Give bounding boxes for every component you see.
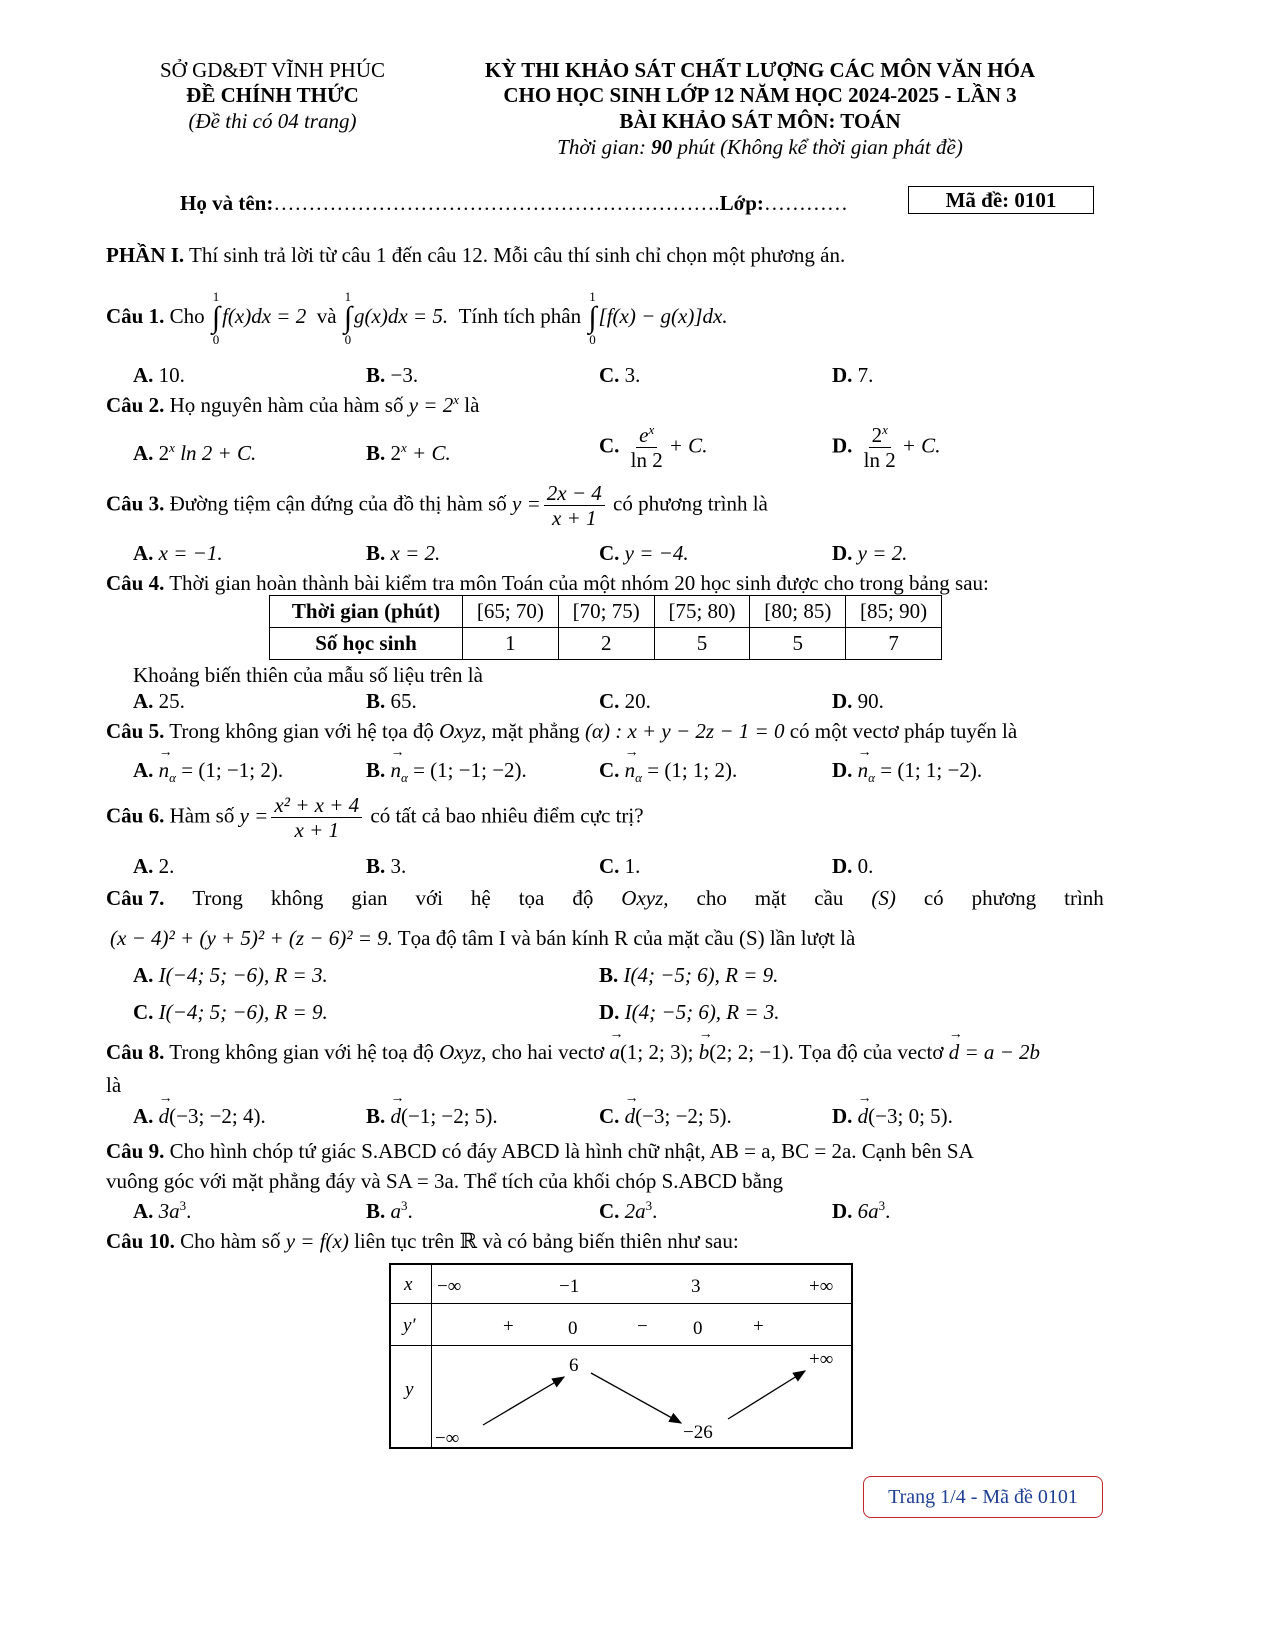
q9-dot: . bbox=[186, 1199, 192, 1223]
q8-text2: , cho hai vectơ bbox=[481, 1040, 610, 1064]
header-left-line2: ĐỀ CHÍNH THỨC bbox=[186, 83, 359, 107]
q2-label: Câu 2. bbox=[106, 393, 165, 417]
option-letter: D. bbox=[832, 1199, 853, 1223]
q2-option-c[interactable] bbox=[599, 423, 707, 472]
q9-sup: 3 bbox=[179, 1198, 187, 1213]
vector-d: → d bbox=[159, 1103, 170, 1129]
q9-option-c[interactable] bbox=[599, 1198, 657, 1224]
time-suffix: phút (Không kể thời gian phát đề) bbox=[672, 135, 963, 159]
option-letter: B. bbox=[599, 963, 619, 987]
question-8 bbox=[106, 1039, 1040, 1065]
option-letter: A. bbox=[133, 1199, 154, 1223]
bbt-yprime-label: y′ bbox=[403, 1315, 416, 1336]
q10-text1: Cho hàm số bbox=[174, 1229, 286, 1253]
q7-word: với bbox=[415, 886, 443, 910]
q2-c-tail: + C. bbox=[668, 433, 708, 458]
q1-ask: Tính tích phân bbox=[458, 303, 582, 328]
q6-option-d[interactable] bbox=[832, 853, 873, 879]
q1-expr1: f(x)dx = 2 bbox=[222, 303, 307, 328]
q8-d-text: (−3; 0; 5). bbox=[868, 1104, 953, 1128]
q6-y: y = bbox=[239, 803, 269, 828]
vector-n: → n bbox=[625, 757, 636, 783]
option-letter: D. bbox=[832, 541, 853, 565]
question-7-line1 bbox=[106, 885, 1104, 911]
q8-b-text: (−1; −2; 5). bbox=[401, 1104, 498, 1128]
table-cell: [70; 75) bbox=[558, 596, 654, 628]
question-3 bbox=[106, 481, 768, 530]
table-cell: 7 bbox=[846, 628, 942, 660]
q3-option-c[interactable] bbox=[599, 540, 689, 566]
q8-text1: Trong không gian với hệ toạ độ bbox=[164, 1040, 440, 1064]
q6-fraction bbox=[271, 793, 362, 842]
q4-text: Thời gian hoàn thành bài kiểm tra môn Toán của một nhóm 20 học sinh được cho trong bảng sau: bbox=[164, 571, 989, 595]
question-9-line1 bbox=[106, 1138, 974, 1164]
bbt-x-label: x bbox=[404, 1274, 413, 1295]
option-letter: D. bbox=[832, 854, 853, 878]
q7-option-d[interactable] bbox=[599, 999, 780, 1025]
q7-word: phương bbox=[971, 886, 1037, 910]
q2-d-tail: + C. bbox=[901, 433, 941, 458]
q3-num: 2x − 4 bbox=[544, 481, 605, 506]
bbt-y-value: +∞ bbox=[809, 1349, 834, 1370]
q7-option-b[interactable] bbox=[599, 962, 778, 988]
integral-3: 1 ∫ 0 bbox=[588, 289, 597, 347]
bbt-y-value: 6 bbox=[569, 1355, 579, 1376]
q3-option-a[interactable] bbox=[133, 540, 223, 566]
q8-option-b[interactable] bbox=[366, 1103, 498, 1129]
arrow-down-icon bbox=[591, 1373, 681, 1423]
q8-label: Câu 8. bbox=[106, 1040, 165, 1064]
bbt-sign: − bbox=[637, 1316, 648, 1337]
vector-d: → d bbox=[949, 1039, 960, 1065]
question-2 bbox=[106, 392, 479, 418]
vector-sub: α bbox=[401, 770, 408, 786]
q6-label: Câu 6. bbox=[106, 803, 165, 828]
q5-text3: có một vectơ pháp tuyến là bbox=[784, 719, 1018, 743]
q7-word: hệ bbox=[470, 886, 491, 910]
option-letter: C. bbox=[599, 433, 620, 458]
q7-word: có bbox=[923, 886, 944, 910]
page-footer: Trang 1/4 - Mã đề 0101 bbox=[863, 1476, 1103, 1518]
q9-dot: . bbox=[652, 1199, 658, 1223]
q2-c-num: e bbox=[639, 423, 649, 447]
table-cell: Thời gian (phút) bbox=[270, 596, 463, 628]
q5-d-text: = (1; 1; −2). bbox=[875, 758, 983, 782]
q8-option-d[interactable] bbox=[832, 1103, 953, 1129]
q8-oxyz: Oxyz bbox=[439, 1040, 482, 1064]
vector-sub: α bbox=[169, 770, 176, 786]
q9-option-b[interactable] bbox=[366, 1198, 413, 1224]
q4-option-b[interactable] bbox=[366, 688, 417, 714]
q3-c-text: y = −4. bbox=[624, 541, 689, 565]
bbt-x-value: 3 bbox=[691, 1276, 701, 1297]
option-letter: D. bbox=[832, 1104, 853, 1128]
integral-2: 1 ∫ 0 bbox=[343, 289, 353, 347]
q2-option-a[interactable] bbox=[133, 440, 256, 466]
bbt-sign: + bbox=[503, 1316, 514, 1337]
table-cell: 5 bbox=[750, 628, 846, 660]
q10-text2: liên tục trên bbox=[348, 1229, 460, 1253]
q2-c-fraction bbox=[628, 423, 666, 472]
table-cell: 5 bbox=[654, 628, 750, 660]
option-letter: B. bbox=[366, 363, 386, 387]
arrow-up-icon bbox=[483, 1377, 564, 1425]
q2-text: Họ nguyên hàm của hàm số bbox=[164, 393, 409, 417]
option-letter: A. bbox=[133, 963, 154, 987]
option-letter: A. bbox=[133, 441, 154, 465]
q1-c-text: 3. bbox=[624, 363, 641, 387]
q3-a-text: x = −1. bbox=[158, 541, 223, 565]
option-letter: D. bbox=[832, 689, 853, 713]
q9-a-text: 3a bbox=[158, 1199, 180, 1223]
table-cell: [85; 90) bbox=[846, 596, 942, 628]
q5-a-text: = (1; −1; 2). bbox=[176, 758, 284, 782]
q9-line1: Cho hình chóp tứ giác S.ABCD có đáy ABCD là hình chữ nhật, AB = a, BC = 2a. Cạnh bên SA bbox=[164, 1139, 974, 1163]
q4-option-a[interactable] bbox=[133, 688, 185, 714]
integral-lower: 0 bbox=[589, 332, 596, 347]
option-letter: B. bbox=[366, 1199, 386, 1223]
table-cell: 1 bbox=[463, 628, 559, 660]
option-letter: A. bbox=[133, 758, 154, 782]
q8-c-text: (−3; −2; 5). bbox=[635, 1104, 732, 1128]
time-value: 90 bbox=[651, 135, 673, 159]
q2-c-sup: x bbox=[648, 422, 655, 437]
header-time bbox=[445, 134, 1075, 160]
q3-tail: có phương trình là bbox=[607, 491, 768, 516]
bbt-y-label: y bbox=[405, 1379, 414, 1400]
table-cell: [80; 85) bbox=[750, 596, 846, 628]
option-letter: A. bbox=[133, 689, 154, 713]
option-letter: D. bbox=[832, 363, 853, 387]
q4-b-text: 65. bbox=[390, 689, 417, 713]
option-letter: B. bbox=[366, 541, 386, 565]
q4-a-text: 25. bbox=[158, 689, 185, 713]
q2-b-base: 2 bbox=[390, 441, 402, 465]
q2-d-den: ln 2 bbox=[863, 448, 896, 473]
vector-d: → d bbox=[391, 1103, 402, 1129]
q3-fraction bbox=[544, 481, 605, 530]
time-prefix: Thời gian: bbox=[557, 135, 652, 159]
vector-n: → n bbox=[159, 757, 170, 783]
q1-and: và bbox=[316, 303, 337, 328]
q2-c-den: ln 2 bbox=[630, 448, 663, 473]
q7-word: tọa bbox=[518, 886, 545, 910]
q6-a-text: 2. bbox=[158, 854, 175, 878]
q6-option-c[interactable] bbox=[599, 853, 640, 879]
q1-a-text: 10. bbox=[158, 363, 185, 387]
integral-upper: 1 bbox=[212, 289, 220, 304]
q8-b-val: (2; 2; −1). bbox=[709, 1040, 794, 1064]
q2-func-sup: x bbox=[453, 392, 460, 407]
vector-sub: α bbox=[635, 770, 642, 786]
q1-option-b[interactable] bbox=[366, 362, 418, 388]
bbt-y-value: −∞ bbox=[435, 1428, 460, 1449]
header-right-line1: KỲ THI KHẢO SÁT CHẤT LƯỢNG CÁC MÔN VĂN HÓA bbox=[484, 58, 1036, 82]
question-5 bbox=[106, 718, 1017, 744]
q8-text3: Tọa độ của vectơ bbox=[793, 1040, 949, 1064]
q3-b-text: x = 2. bbox=[390, 541, 441, 565]
part1-text: Thí sinh trả lời từ câu 1 đến câu 12. Mỗi câu thí sinh chỉ chọn một phương án. bbox=[184, 243, 846, 267]
option-letter: C. bbox=[133, 1000, 154, 1024]
option-letter: D. bbox=[832, 433, 853, 458]
part1-label: PHẦN I. bbox=[106, 243, 185, 267]
q6-c-text: 1. bbox=[624, 854, 641, 878]
q9-sup: 3 bbox=[401, 1198, 408, 1213]
q5-c-text: = (1; 1; 2). bbox=[642, 758, 738, 782]
option-letter: C. bbox=[599, 854, 620, 878]
q9-label: Câu 9. bbox=[106, 1139, 165, 1163]
vector-sub: α bbox=[868, 770, 875, 786]
q1-b-text: −3. bbox=[390, 363, 419, 387]
integral-upper: 1 bbox=[344, 289, 352, 304]
q7-word: Oxyz, bbox=[621, 886, 669, 910]
q3-option-d[interactable] bbox=[832, 540, 907, 566]
q9-option-d[interactable] bbox=[832, 1198, 890, 1224]
q7-option-a[interactable] bbox=[133, 962, 328, 988]
q2-tail: là bbox=[459, 393, 480, 417]
q2-func: y = 2 bbox=[408, 393, 454, 417]
q1-expr2: g(x)dx = 5. bbox=[354, 303, 449, 328]
q1-option-d[interactable] bbox=[832, 362, 873, 388]
q5-b-text: = (1; −1; −2). bbox=[407, 758, 527, 782]
q8-d-expr: = a − 2b bbox=[959, 1040, 1041, 1064]
option-letter: A. bbox=[133, 854, 154, 878]
question-6 bbox=[106, 793, 644, 842]
table-row bbox=[270, 596, 942, 628]
q1-label: Câu 1. bbox=[106, 303, 165, 328]
integral-lower: 0 bbox=[212, 332, 220, 347]
option-letter: C. bbox=[599, 689, 620, 713]
table-cell: Số học sinh bbox=[270, 628, 463, 660]
table-cell: [75; 80) bbox=[654, 596, 750, 628]
q7-word: cầu bbox=[814, 886, 844, 910]
q7-word: gian bbox=[351, 886, 388, 910]
q5-option-c[interactable] bbox=[599, 757, 737, 786]
option-letter: C. bbox=[599, 541, 620, 565]
q2-option-b[interactable] bbox=[366, 440, 451, 466]
q4-c-text: 20. bbox=[624, 689, 651, 713]
option-letter: B. bbox=[366, 441, 386, 465]
q3-option-b[interactable] bbox=[366, 540, 440, 566]
q7-c-text: I(−4; 5; −6), R = 9. bbox=[158, 1000, 328, 1024]
q2-d-fraction bbox=[861, 423, 899, 472]
q6-option-b[interactable] bbox=[366, 853, 406, 879]
option-letter: C. bbox=[599, 1199, 620, 1223]
q10-label: Câu 10. bbox=[106, 1229, 175, 1253]
header-left-line1: SỞ GD&ĐT VĨNH PHÚC bbox=[159, 58, 385, 82]
q5-option-d[interactable] bbox=[832, 757, 982, 786]
q7-word: độ bbox=[572, 886, 594, 910]
q4-label: Câu 4. bbox=[106, 571, 165, 595]
q7-word: không bbox=[270, 886, 324, 910]
q6-num: x² + x + 4 bbox=[271, 793, 362, 818]
q6-d-text: 0. bbox=[857, 854, 874, 878]
vector-a: → a bbox=[609, 1039, 620, 1065]
q1-d-text: 7. bbox=[857, 363, 874, 387]
q5-text1: Trong không gian với hệ tọa độ bbox=[164, 719, 440, 743]
bbt-x-value: −1 bbox=[559, 1276, 580, 1297]
vector-d: → d bbox=[625, 1103, 636, 1129]
q9-dot: . bbox=[407, 1199, 413, 1223]
q5-plane: (α) : x + y − 2z − 1 = 0 bbox=[584, 719, 785, 743]
question-7-line2 bbox=[110, 925, 855, 951]
q1-pre: Cho bbox=[164, 303, 205, 328]
q9-dot: . bbox=[885, 1199, 891, 1223]
q3-text: Đường tiệm cận đứng của đồ thị hàm số bbox=[164, 491, 512, 516]
question-1 bbox=[106, 290, 728, 346]
q7-word: (S) bbox=[871, 886, 896, 910]
q1-option-a[interactable] bbox=[133, 362, 185, 388]
table-cell: [65; 70) bbox=[463, 596, 559, 628]
header-right-line2: CHO HỌC SINH LỚP 12 NĂM HỌC 2024-2025 - LẦN 3 bbox=[503, 83, 1017, 107]
q3-y: y = bbox=[512, 491, 541, 516]
option-letter: D. bbox=[599, 1000, 620, 1024]
q10-func: y = f(x) bbox=[285, 1229, 349, 1253]
question-10 bbox=[106, 1228, 739, 1254]
vector-b: → b bbox=[699, 1039, 710, 1065]
q4-option-d[interactable] bbox=[832, 688, 884, 714]
arrow-up-icon bbox=[728, 1371, 805, 1419]
q7-equation: (x − 4)² + (y + 5)² + (z − 6)² = 9. bbox=[110, 926, 393, 950]
q5-oxyz: Oxyz bbox=[439, 719, 482, 743]
q7-word: Trong bbox=[192, 886, 243, 910]
option-letter: C. bbox=[599, 1104, 620, 1128]
q10-real-set: ℝ bbox=[459, 1229, 478, 1253]
vector-n: → n bbox=[858, 757, 869, 783]
option-letter: B. bbox=[366, 854, 386, 878]
q5-option-b[interactable] bbox=[366, 757, 527, 786]
option-letter: D. bbox=[832, 758, 853, 782]
q8-option-a[interactable] bbox=[133, 1103, 266, 1129]
q9-sup: 3 bbox=[645, 1198, 653, 1213]
q4-option-c[interactable] bbox=[599, 688, 651, 714]
q5-label: Câu 5. bbox=[106, 719, 165, 743]
bbt-x-value: −∞ bbox=[437, 1276, 462, 1297]
q3-den: x + 1 bbox=[552, 506, 597, 531]
q9-sup: 3 bbox=[878, 1198, 886, 1213]
q10-text3: và có bảng biến thiên như sau: bbox=[477, 1229, 739, 1253]
q6-b-text: 3. bbox=[390, 854, 407, 878]
q8-option-c[interactable] bbox=[599, 1103, 732, 1129]
vector-n: → n bbox=[391, 757, 402, 783]
option-letter: B. bbox=[366, 758, 386, 782]
q2-a-tail: ln 2 + C. bbox=[174, 441, 257, 465]
q7-d-text: I(4; −5; 6), R = 3. bbox=[624, 1000, 780, 1024]
bbt-y-value: −26 bbox=[683, 1422, 713, 1443]
q7-word: cho bbox=[696, 886, 727, 910]
q7-a-text: I(−4; 5; −6), R = 3. bbox=[158, 963, 328, 987]
bbt-sign: 0 bbox=[693, 1318, 703, 1339]
q9-d-text: 6a bbox=[857, 1199, 879, 1223]
q2-d-num: 2 bbox=[871, 423, 883, 447]
q7-line2: Tọa độ tâm I và bán kính R của mặt cầu (S) lần lượt là bbox=[392, 926, 856, 950]
q5-text2: , mặt phẳng bbox=[481, 719, 585, 743]
option-letter: A. bbox=[133, 541, 154, 565]
q4-ask: Khoảng biến thiên của mẫu số liệu trên là bbox=[133, 663, 483, 687]
part1-instruction bbox=[106, 242, 845, 268]
name-label: Họ và tên: bbox=[180, 191, 274, 215]
q8-a-text: (−3; −2; 4). bbox=[169, 1104, 266, 1128]
q7-word: trình bbox=[1064, 886, 1104, 910]
q7-b-text: I(4; −5; 6), R = 9. bbox=[623, 963, 779, 987]
header-right-line3: BÀI KHẢO SÁT MÔN: TOÁN bbox=[619, 109, 901, 133]
q6-tail: có tất cả bao nhiêu điểm cực trị? bbox=[365, 803, 644, 828]
option-letter: A. bbox=[133, 1104, 154, 1128]
q2-d-sup: x bbox=[882, 422, 888, 437]
bbt-arrows bbox=[391, 1265, 851, 1447]
q3-label: Câu 3. bbox=[106, 491, 165, 516]
header-left-line3: (Đề thi có 04 trang) bbox=[188, 109, 357, 133]
option-letter: B. bbox=[366, 689, 386, 713]
q7-label: Câu 7. bbox=[106, 886, 165, 910]
q6-text: Hàm số bbox=[164, 803, 240, 828]
exam-code-box: Mã đề: 0101 bbox=[908, 186, 1094, 214]
q2-b-tail: + C. bbox=[406, 441, 451, 465]
integral-1: 1 ∫ 0 bbox=[211, 289, 221, 347]
question-4 bbox=[106, 570, 989, 596]
vector-d: → d bbox=[858, 1103, 869, 1129]
q2-option-d[interactable] bbox=[832, 423, 940, 472]
class-label: Lớp: bbox=[719, 191, 764, 215]
integral-upper: 1 bbox=[589, 289, 596, 304]
q3-d-text: y = 2. bbox=[857, 541, 908, 565]
q4-d-text: 90. bbox=[857, 689, 884, 713]
name-dots: ………………………………………………………. bbox=[273, 191, 720, 215]
table-cell: 2 bbox=[558, 628, 654, 660]
q5-option-a[interactable] bbox=[133, 757, 283, 786]
option-letter: A. bbox=[133, 363, 154, 387]
table-row bbox=[270, 628, 942, 660]
q6-den: x + 1 bbox=[294, 818, 339, 843]
bbt-x-value: +∞ bbox=[809, 1276, 834, 1297]
q2-b-sup: x bbox=[401, 440, 407, 455]
q2-a-sup: x bbox=[169, 440, 175, 455]
student-info-line bbox=[180, 190, 848, 216]
option-letter: C. bbox=[599, 363, 620, 387]
bbt-sign: + bbox=[753, 1316, 764, 1337]
question-9-line2: vuông góc với mặt phẳng đáy và SA = 3a. Thể tích của khối chóp S.ABCD bằng bbox=[106, 1169, 783, 1193]
q1-option-c[interactable] bbox=[599, 362, 640, 388]
q7-option-c[interactable] bbox=[133, 999, 328, 1025]
q2-a-base: 2 bbox=[158, 441, 170, 465]
q1-expr3: [f(x) − g(x)]dx. bbox=[598, 303, 728, 328]
integral-lower: 0 bbox=[344, 332, 352, 347]
q7-word: mặt bbox=[754, 886, 787, 910]
q9-option-a[interactable] bbox=[133, 1198, 191, 1224]
q9-c-text: 2a bbox=[624, 1199, 646, 1223]
bbt-sign: 0 bbox=[568, 1318, 578, 1339]
option-letter: B. bbox=[366, 1104, 386, 1128]
class-dots: ………… bbox=[763, 191, 848, 215]
q8-la: là bbox=[106, 1073, 122, 1097]
q8-a-val: (1; 2; 3); bbox=[619, 1040, 694, 1064]
q6-option-a[interactable] bbox=[133, 853, 174, 879]
q9-b-text: a bbox=[390, 1199, 402, 1223]
variation-table bbox=[389, 1263, 853, 1449]
q4-table bbox=[269, 595, 942, 660]
option-letter: C. bbox=[599, 758, 620, 782]
